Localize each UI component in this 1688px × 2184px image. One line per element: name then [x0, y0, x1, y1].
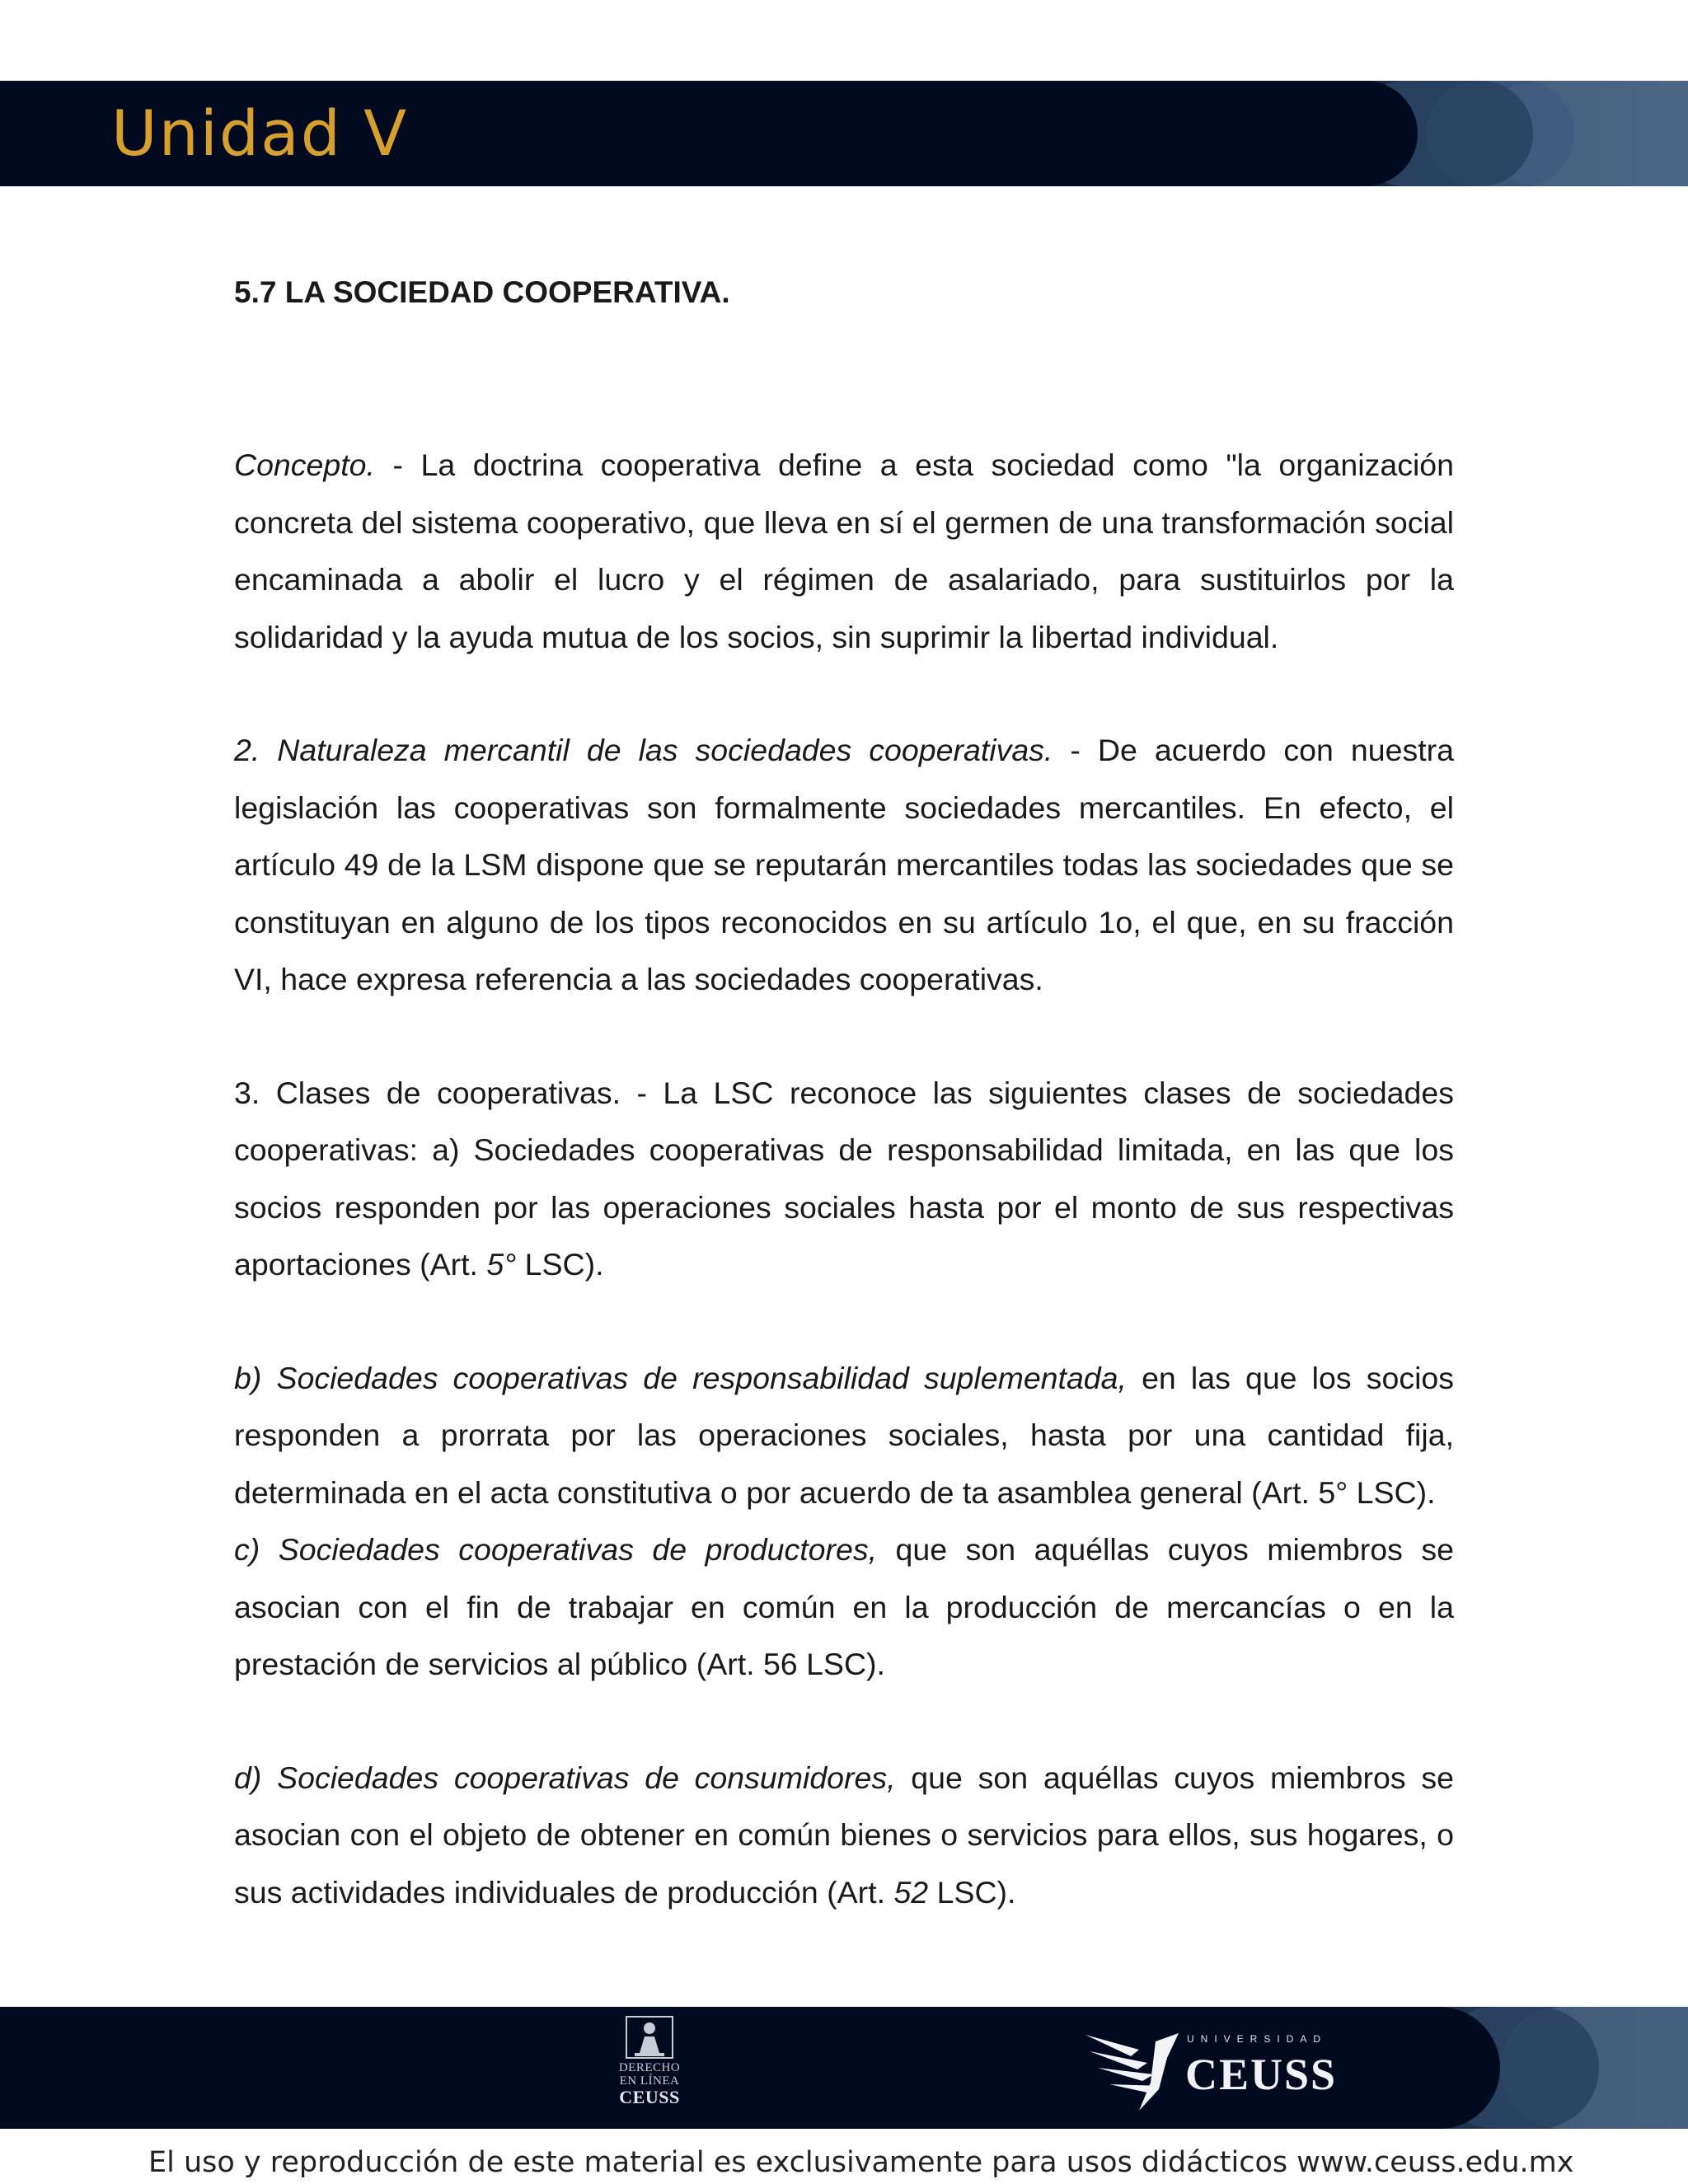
- logo-name: CEUSS: [1185, 2050, 1338, 2099]
- paragraph-text: LSC).: [516, 1247, 604, 1282]
- paragraph-text: en las que los socios responden a prorrata por las operaciones sociales, hasta por una cantidad fija, determinada en el acta constitutiva o por acuerdo de ta asamblea general (Art. 5° LSC).: [234, 1360, 1454, 1510]
- paragraph-suplementada: [234, 1350, 1454, 1522]
- paragraph-text: 3. Clases de cooperativas. - La LSC reconoce las siguientes clases de sociedades cooperativas: a) Sociedades cooperativas de responsabilidad limitada, en las que los socios responden por las operaciones sociales hasta por el monto de sus respectivas aportaciones (Art.: [234, 1075, 1454, 1282]
- logo-caption: UNIVERSIDAD: [1187, 2033, 1328, 2045]
- logo-text: DERECHO: [618, 2061, 681, 2074]
- paragraph-em: 5°: [486, 1247, 517, 1282]
- logo-text: EN LÍNEA: [619, 2074, 680, 2088]
- universidad-ceuss-logo: [1081, 2025, 1338, 2116]
- paragraph-lead: Concepto.: [234, 448, 375, 482]
- unit-title: Unidad V: [111, 96, 409, 170]
- logo-text: CEUSS: [619, 2087, 680, 2107]
- justice-statue-icon: [623, 2013, 676, 2061]
- paragraph-text: LSC).: [928, 1874, 1016, 1910]
- paragraph-concepto: [234, 437, 1454, 666]
- paragraph-consumidores: [234, 1750, 1454, 1922]
- header-band: [0, 81, 1688, 186]
- paragraph-text: - De acuerdo con nuestra legislación las cooperativas son formalmente sociedades mercantiles. En efecto, el artículo 49 de la LSM dispone que se reputarán mercantiles todas las sociedades que se constituyan en alguno de los tipos reconocidos en su artículo 1o, el que, en su fracción VI, hace expresa referencia a las sociedades cooperativas.: [234, 733, 1455, 996]
- section-title: 5.7 LA SOCIEDAD COOPERATIVA.: [234, 275, 730, 309]
- paragraph-text: que son aquéllas cuyos miembros se asocian con el fin de trabajar en común en la producción de mercancías o en la prestación de servicios al público (Art. 56 LSC).: [234, 1532, 1455, 1681]
- paragraph-productores: [234, 1521, 1454, 1694]
- paragraph-clases: [234, 1065, 1454, 1294]
- paragraph-lead: b) Sociedades cooperativas de responsabilidad suplementada,: [234, 1360, 1127, 1395]
- paragraph-em: 52: [893, 1874, 929, 1910]
- paragraph-lead: d) Sociedades cooperativas de consumidores,: [234, 1760, 896, 1795]
- paragraph-naturaleza: [234, 722, 1454, 1009]
- footer-band: [0, 2007, 1688, 2129]
- eagle-wing-icon: [1081, 2025, 1189, 2116]
- paragraph-lead: c) Sociedades cooperativas de productores,: [234, 1532, 878, 1567]
- paragraph-text: que son aquéllas cuyos miembros se asocian con el objeto de obtener en común bienes o servicios para ellos, sus hogares, o sus actividades individuales de producción (Art.: [234, 1760, 1454, 1910]
- document-body: [234, 264, 1454, 1921]
- paragraph-lead: 2. Naturaleza mercantil de las sociedades cooperativas.: [234, 733, 1053, 767]
- paragraph-text: - La doctrina cooperativa define a esta sociedad como "la organización concreta del sistema cooperativo, que lleva en sí el germen de una transformación social encaminada a abolir el lucro y el régimen de asalariado, para sustituirlos por la solidaridad y la ayuda mutua de los socios, sin suprimir la libertad individual.: [234, 448, 1454, 654]
- derecho-en-linea-logo: [608, 2013, 691, 2122]
- footer-disclaimer: El uso y reproducción de este material es exclusivamente para usos didácticos www.ceuss.edu.mx: [148, 2146, 1574, 2179]
